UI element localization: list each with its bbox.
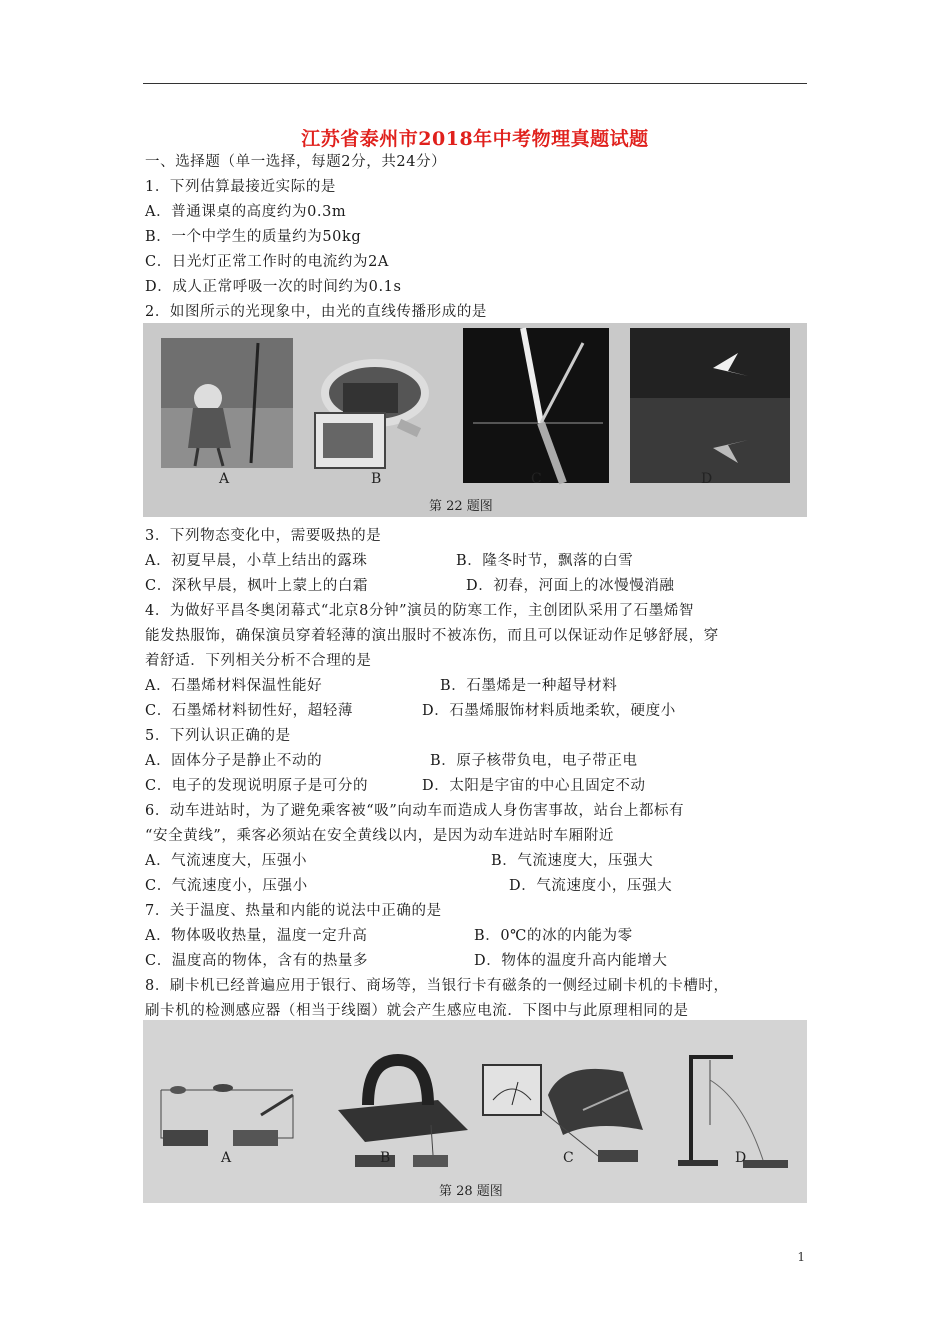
section-heading: 一、选择题（单一选择，每题2分，共24分） <box>145 154 447 170</box>
q1-option-a: A．普通课桌的高度约为0.3m <box>145 204 347 220</box>
fig22-caption: 第 22 题图 <box>429 499 493 514</box>
fig28-label-c: C <box>563 1150 574 1166</box>
q8-stem-2: 刷卡机的检测感应器（相当于线圈）就会产生感应电流．下图中与此原理相同的是 <box>145 1003 689 1019</box>
fig28-caption: 第 28 题图 <box>439 1184 503 1199</box>
q6-option-b: B．气流速度大，压强大 <box>491 853 654 869</box>
fig22-label-b: B <box>371 471 382 487</box>
q4-option-d: D．石墨烯服饰材料质地柔软，硬度小 <box>422 703 676 719</box>
q4-stem-1: 4．为做好平昌冬奥闭幕式“北京8分钟”演员的防寒工作，主创团队采用了石墨烯智 <box>145 603 695 619</box>
q4-stem-3: 着舒适．下列相关分析不合理的是 <box>145 653 372 669</box>
q3-option-a: A．初夏早晨，小草上结出的露珠 <box>145 553 368 569</box>
figure-28-drawing <box>143 1020 807 1203</box>
q6-option-c: C．气流速度小，压强小 <box>145 878 308 894</box>
fig22-label-d: D <box>701 471 713 487</box>
q3-option-c: C．深秋早晨，枫叶上蒙上的白霜 <box>145 578 369 594</box>
q5-stem: 5．下列认识正确的是 <box>145 728 291 744</box>
q5-option-c: C．电子的发现说明原子是可分的 <box>145 778 369 794</box>
q7-option-c: C．温度高的物体，含有的热量多 <box>145 953 369 969</box>
q1-stem: 1．下列估算最接近实际的是 <box>145 179 337 195</box>
q7-option-b: B．0℃的冰的内能为零 <box>474 928 633 944</box>
q7-stem: 7．关于温度、热量和内能的说法中正确的是 <box>145 903 442 919</box>
q6-stem-1: 6．动车进站时，为了避免乘客被“吸”向动车而造成人身伤害事故，站台上都标有 <box>145 803 685 819</box>
q7-option-d: D．物体的温度升高内能增大 <box>474 953 668 969</box>
q5-option-d: D．太阳是宇宙的中心且固定不动 <box>422 778 646 794</box>
q6-stem-2: “安全黄线”，乘客必须站在安全黄线以内，是因为动车进站时车厢附近 <box>145 828 615 844</box>
q6-option-a: A．气流速度大，压强小 <box>145 853 308 869</box>
q4-stem-2: 能发热服饰，确保演员穿着轻薄的演出服时不被冻伤，而且可以保证动作足够舒展，穿 <box>145 628 719 644</box>
q5-option-a: A．固体分子是静止不动的 <box>145 753 323 769</box>
fig28-label-d: D <box>735 1150 747 1166</box>
q3-option-d: D．初春，河面上的冰慢慢消融 <box>466 578 675 594</box>
fig28-label-b: B <box>380 1150 391 1166</box>
q8-stem-1: 8．刷卡机已经普遍应用于银行、商场等，当银行卡有磁条的一侧经过刷卡机的卡槽时， <box>145 978 729 994</box>
q4-option-a: A．石墨烯材料保温性能好 <box>145 678 323 694</box>
q1-option-b: B．一个中学生的质量约为50kg <box>145 229 362 245</box>
q2-stem: 2．如图所示的光现象中，由光的直线传播形成的是 <box>145 304 488 320</box>
figure-22-drawing <box>143 323 807 517</box>
figure-22 <box>143 323 807 517</box>
fig22-label-c: C <box>531 471 542 487</box>
fig22-label-a: A <box>219 471 230 487</box>
header-rule <box>143 83 807 84</box>
fig28-label-a: A <box>221 1150 232 1166</box>
q3-option-b: B．隆冬时节，飘落的白雪 <box>456 553 634 569</box>
q5-option-b: B．原子核带负电，电子带正电 <box>430 753 638 769</box>
q4-option-b: B．石墨烯是一种超导材料 <box>440 678 618 694</box>
q7-option-a: A．物体吸收热量，温度一定升高 <box>145 928 368 944</box>
q6-option-d: D．气流速度小，压强大 <box>509 878 673 894</box>
figure-28 <box>143 1020 807 1203</box>
q3-stem: 3．下列物态变化中，需要吸热的是 <box>145 528 382 544</box>
q1-option-d: D．成人正常呼吸一次的时间约为0.1s <box>145 279 402 295</box>
page-title: 江苏省泰州市2018年中考物理真题试题 <box>301 128 649 150</box>
q4-option-c: C．石墨烯材料韧性好，超轻薄 <box>145 703 353 719</box>
page-number: 1 <box>797 1250 805 1264</box>
q1-option-c: C．日光灯正常工作时的电流约为2A <box>145 254 389 270</box>
